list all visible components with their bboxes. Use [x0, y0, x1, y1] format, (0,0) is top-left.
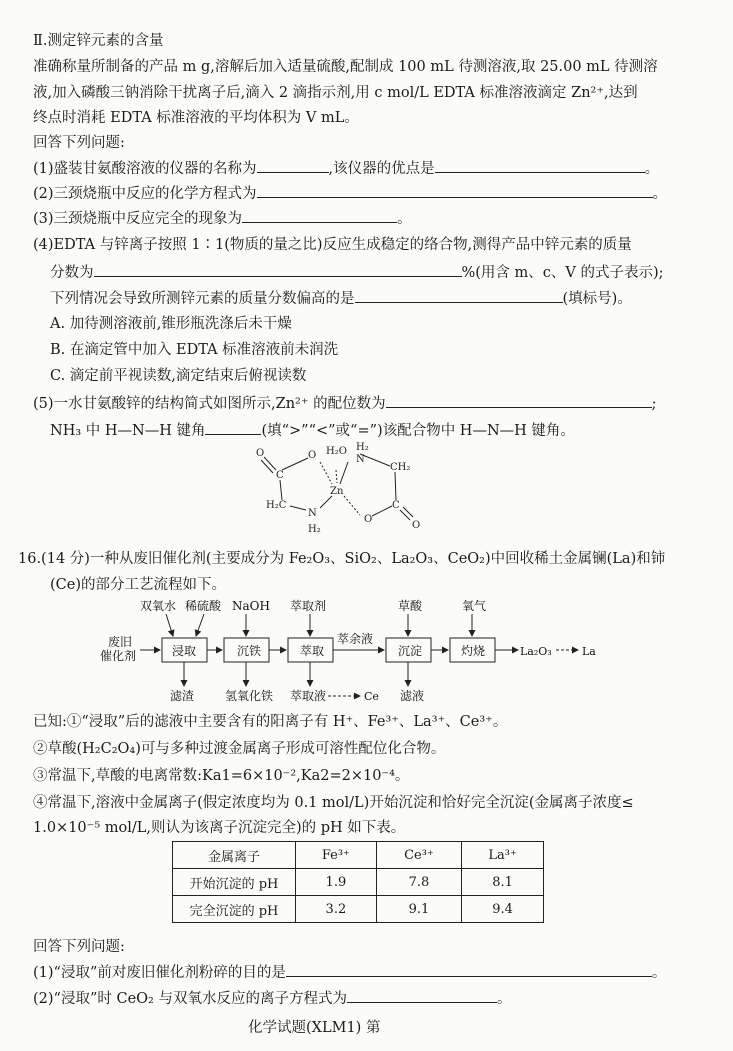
process-step-calcine: 灼烧	[461, 644, 486, 658]
answer-blank[interactable]	[435, 158, 645, 173]
known-condition: ②草酸(H₂C₂O₄)可与多种过渡金属离子形成可溶性配位化合物。	[33, 741, 446, 757]
reagent-label: 草酸	[398, 599, 423, 613]
table-header: La³⁺	[462, 842, 544, 869]
precipitation-ph-table	[172, 841, 544, 923]
zinc-glycinate-structure	[240, 440, 440, 540]
question-16-1: (1)“浸取”前对废旧催化剂粉碎的目的是 。	[33, 962, 666, 983]
answer-blank[interactable]	[257, 183, 653, 198]
answer-blank[interactable]	[286, 962, 652, 977]
reagent-label: 双氧水	[140, 599, 177, 613]
double-bond	[403, 507, 413, 517]
table-header: Ce³⁺	[376, 842, 461, 869]
reagent-label: 氧气	[462, 599, 487, 613]
atom-label: C	[276, 470, 284, 481]
table-header-row	[173, 842, 544, 869]
question-16-intro: (Ce)的部分工艺流程如下。	[50, 577, 226, 593]
known-condition: ④常温下,溶液中金属离子(假定浓度均为 0.1 mol/L)开始沉淀和恰好完全沉淀(金属离子浓度≤	[33, 795, 634, 811]
table-cell: 开始沉淀的 pH	[173, 869, 296, 896]
input-label: 废旧	[108, 635, 133, 649]
double-bond	[261, 460, 273, 473]
flow-label: 萃余液	[337, 632, 374, 646]
table-header: 金属离子	[173, 842, 296, 869]
atom-label: C	[392, 500, 400, 511]
process-step-precip: 沉淀	[398, 644, 423, 658]
atom-label: O	[364, 514, 373, 525]
process-step-fe: 沉铁	[237, 644, 262, 658]
table-cell: 1.9	[296, 869, 377, 896]
known-condition: 1.0×10⁻⁵ mol/L,则认为该离子沉淀完全)的 pH 如下表。	[33, 820, 406, 836]
process-step-extract: 萃取	[300, 644, 325, 658]
question-16-2: (2)“浸取”时 CeO₂ 与双氧水反应的离子方程式为 。	[33, 988, 511, 1009]
question-2: (2)三颈烧瓶中反应的化学方程式为 。	[33, 183, 667, 204]
answer-blank[interactable]	[386, 393, 652, 408]
reagent-label: 稀硫酸	[185, 599, 222, 613]
paragraph-line: 终点时消耗 EDTA 标准溶液的平均体积为 V mL。	[33, 110, 359, 126]
output-label: 滤液	[400, 689, 425, 703]
process-step-leach: 浸取	[172, 644, 197, 658]
double-bond	[400, 510, 410, 520]
question-5: (5)一水甘氨酸锌的结构简式如图所示,Zn²⁺ 的配位数为 ;	[33, 393, 657, 414]
atom-label: H₂	[308, 524, 321, 535]
answer-prompt: 回答下列问题:	[33, 135, 125, 151]
output-label: 滤渣	[170, 689, 195, 703]
atom-label: CH₂	[390, 462, 411, 473]
answer-blank[interactable]	[355, 288, 563, 303]
known-condition: 已知:①“浸取”后的滤液中主要含有的阳离子有 H⁺、Fe³⁺、La³⁺、Ce³⁺。	[33, 714, 508, 730]
table-cell: 3.2	[296, 896, 377, 923]
option-a: A. 加待测溶液前,锥形瓶洗涤后未干燥	[50, 316, 292, 332]
option-b: B. 在滴定管中加入 EDTA 标准溶液前未润洗	[50, 342, 339, 358]
table-row	[173, 869, 544, 896]
table-cell: 完全沉淀的 pH	[173, 896, 296, 923]
bond	[290, 506, 306, 510]
reagent-label: 萃取剂	[290, 599, 327, 613]
atom-label: O	[256, 448, 265, 459]
question-4: (4)EDTA 与锌离子按照 1∶1(物质的量之比)反应生成稳定的络合物,测得产品中锌元素的质量	[33, 237, 632, 253]
question-4-cont: 下列情况会导致所测锌元素的质量分数偏高的是 (填标号)。	[50, 288, 632, 309]
output-label: Ce	[364, 690, 379, 703]
output-label: 氢氧化铁	[225, 689, 274, 703]
table-row	[173, 896, 544, 923]
product-label: La₂O₃	[520, 645, 552, 658]
product-label: La	[582, 645, 596, 658]
bond	[320, 496, 332, 508]
bond	[340, 462, 348, 484]
paragraph-line: 液,加入磷酸三钠消除干扰离子后,滴入 2 滴指示剂,用 c mol/L EDTA 标准溶液滴定 Zn²⁺,达到	[33, 85, 638, 101]
paragraph-line: 准确称量所制备的产品 m g,溶解后加入适量硫酸,配制成 100 mL 待测溶液,取 25.00 mL 待测溶	[33, 59, 658, 75]
table-header: Fe³⁺	[296, 842, 377, 869]
process-flowchart	[100, 598, 620, 710]
table-cell: 9.1	[376, 896, 461, 923]
bond	[395, 472, 396, 500]
page-footer: 化学试题(XLM1) 第	[248, 1020, 381, 1036]
question-16-intro: 16.(14 分)一种从废旧催化剂(主要成分为 Fe₂O₃、SiO₂、La₂O₃、CeO₂)中回收稀土金属镧(La)和铈	[18, 551, 666, 567]
question-3: (3)三颈烧瓶中反应完全的现象为 。	[33, 208, 412, 229]
double-bond	[264, 457, 276, 470]
zn-center: Zn	[330, 486, 344, 497]
answer-blank[interactable]	[257, 158, 329, 173]
answer-blank[interactable]	[347, 988, 497, 1003]
table-cell: 7.8	[376, 869, 461, 896]
input-label: 催化剂	[100, 649, 137, 663]
answer-blank[interactable]	[94, 262, 462, 277]
atom-label: O	[412, 520, 421, 531]
atom-label: H₂O	[326, 446, 347, 457]
flow-arrow	[166, 614, 173, 636]
coordinate-bond	[320, 462, 332, 484]
bond	[282, 458, 308, 470]
answer-prompt: 回答下列问题:	[33, 939, 125, 955]
atom-label: H₂C	[266, 500, 287, 511]
known-condition: ③常温下,草酸的电离常数:Ka1=6×10⁻²,Ka2=2×10⁻⁴。	[33, 768, 410, 784]
atom-label: N	[356, 454, 365, 465]
question-5-cont: NH₃ 中 H—N—H 键角 (填“>”“<”或“=”)该配合物中 H—N—H 键角。	[50, 420, 575, 441]
coordinate-bond	[344, 496, 360, 515]
atom-label: N	[308, 508, 317, 519]
answer-blank[interactable]	[242, 208, 397, 223]
atom-label: H₂	[356, 442, 369, 453]
table-cell: 9.4	[462, 896, 544, 923]
coordinate-bond	[336, 470, 337, 483]
answer-blank[interactable]	[205, 420, 261, 435]
bond	[280, 480, 282, 500]
atom-label: O	[308, 450, 317, 461]
table-cell: 8.1	[462, 869, 544, 896]
question-4-cont: 分数为 %(用含 m、c、V 的式子表示);	[50, 262, 664, 283]
flow-arrow	[196, 614, 204, 636]
reagent-label: NaOH	[232, 599, 270, 613]
section-title: Ⅱ.测定锌元素的含量	[33, 33, 164, 49]
question-1: (1)盛装甘氨酸溶液的仪器的名称为 ,该仪器的优点是 。	[33, 158, 659, 179]
output-label: 萃取液	[290, 689, 327, 703]
bond	[372, 506, 392, 516]
option-c: C. 滴定前平视读数,滴定结束后俯视读数	[50, 368, 307, 384]
